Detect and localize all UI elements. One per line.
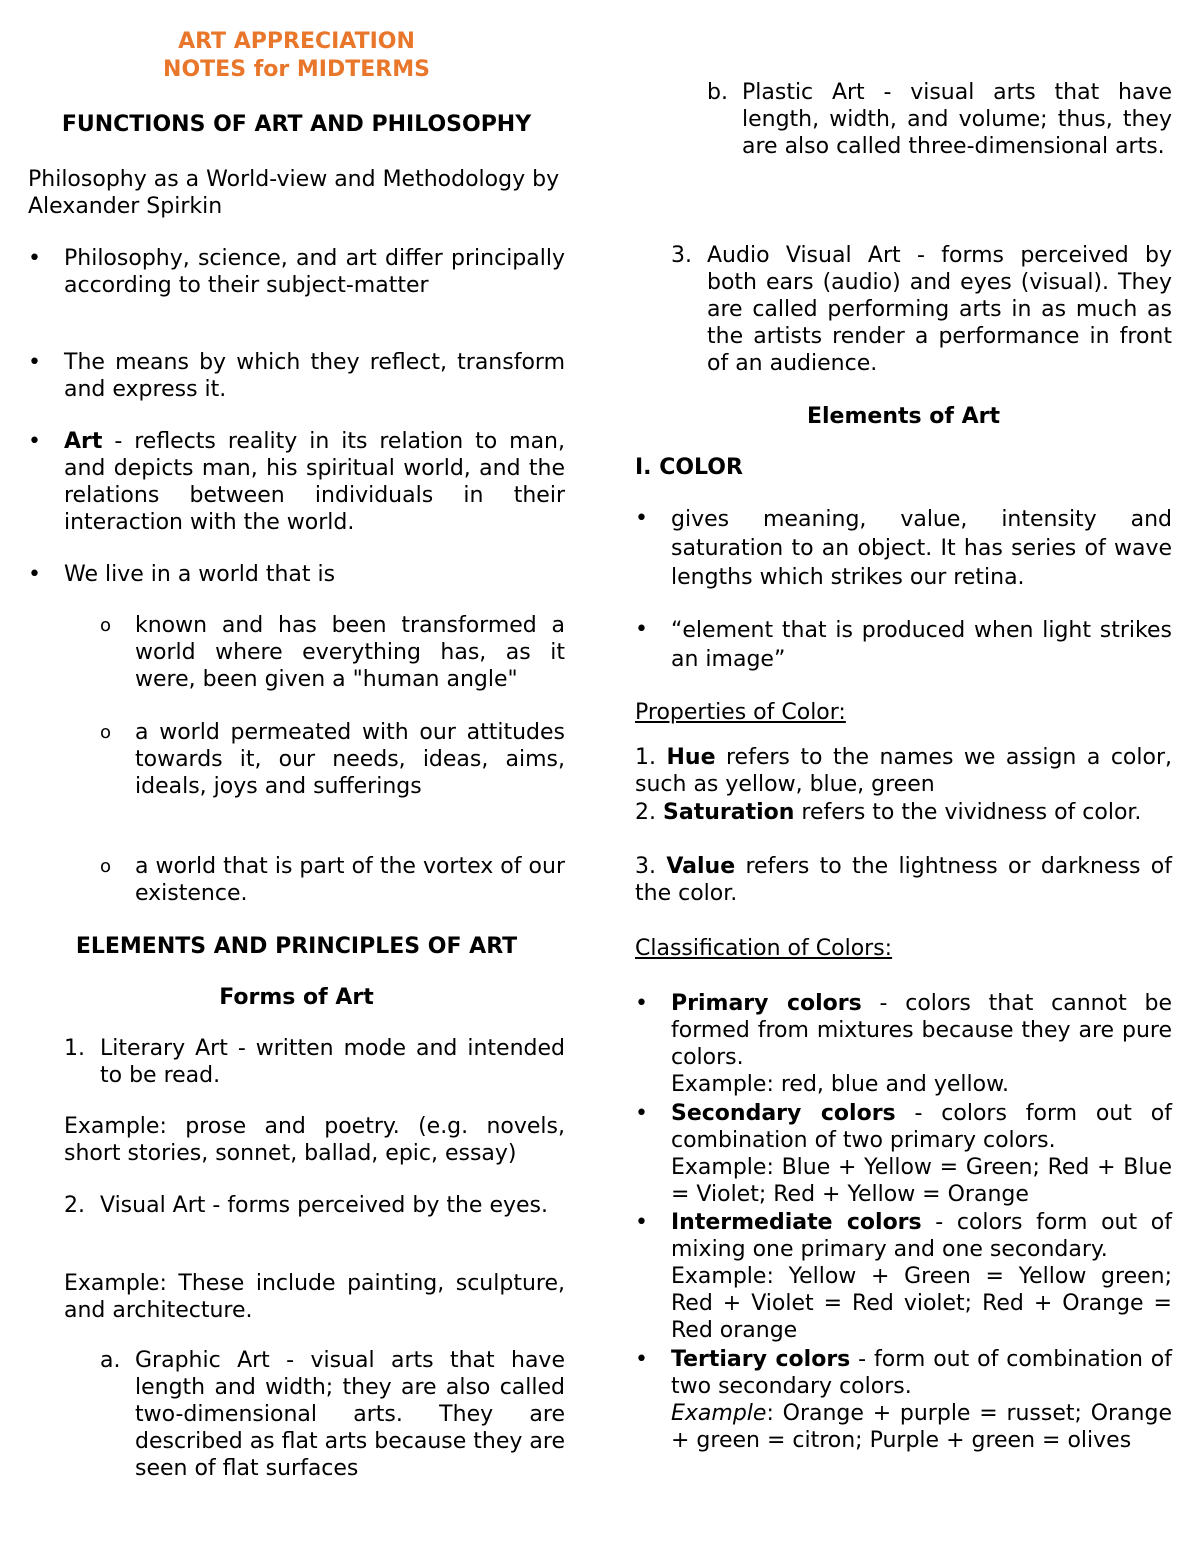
property-value: 3. Value refers to the lightness or darkness of the color.	[635, 854, 1172, 906]
classification-heading: Classification of Colors:	[635, 936, 893, 961]
bullet-text: Primary colors - colors that cannot be formed from mixtures because they are pure colors. Example: red, blue and yellow.	[671, 991, 1173, 1097]
heading-forms-of-art: Forms of Art	[219, 985, 374, 1010]
sub-bullet-text: a world permeated with our attitudes towards it, our needs, ideas, aims, ideals, joys and sufferings	[135, 720, 565, 799]
item-number: 2.	[64, 1193, 85, 1218]
heading-functions: FUNCTIONS OF ART AND PHILOSOPHY	[61, 112, 532, 137]
example-text: Example: prose and poetry. (e.g. novels, short stories, sonnet, ballad, epic, essay)	[64, 1114, 565, 1166]
bullet-icon: •	[28, 246, 41, 271]
bullet-text: “element that is produced when light strikes an image”	[671, 618, 1172, 672]
sub-bullet-text: known and has been transformed a world where everything has, as it were, been given a "human angle"	[135, 613, 565, 692]
item-text: Plastic Art - visual arts that have length, width, and volume; thus, they are also called three-dimensional arts.	[742, 80, 1172, 159]
bullet-text: Philosophy, science, and art differ principally according to their subject-matter	[64, 246, 565, 298]
item-number: 1.	[64, 1036, 85, 1061]
example-text: Example: These include painting, sculpture, and architecture.	[64, 1271, 565, 1323]
circle-bullet-icon: o	[100, 722, 112, 743]
heading-elements-principles: ELEMENTS AND PRINCIPLES OF ART	[75, 934, 518, 959]
circle-bullet-icon: o	[100, 856, 112, 877]
bullet-text: gives meaning, value, intensity and saturation to an object. It has series of wave lengths which strikes our retina.	[671, 507, 1172, 590]
intro-text: Philosophy as a World-view and Methodology by Alexander Spirkin	[28, 167, 560, 219]
bullet-icon: •	[635, 617, 648, 642]
heading-color: I. COLOR	[635, 455, 743, 480]
bullet-text: The means by which they reflect, transform and express it.	[64, 350, 565, 402]
bullet-text: Tertiary colors - form out of combination of two secondary colors. Example: Orange + purple = russet; Orange + green = citron; Purple + green = olives	[671, 1347, 1172, 1453]
sub-bullet-text: a world that is part of the vortex of our existence.	[135, 854, 565, 906]
item-number: 3.	[671, 243, 692, 268]
bullet-text: Intermediate colors - colors form out of mixing one primary and one secondary. Example: Yellow + Green = Yellow green; Red + Violet = Red violet; Red + Orange = Red orange	[671, 1210, 1172, 1343]
properties-heading: Properties of Color:	[635, 700, 846, 725]
bullet-icon: •	[635, 1101, 648, 1126]
bullet-icon: •	[635, 991, 648, 1016]
item-text: Visual Art - forms perceived by the eyes.	[100, 1193, 549, 1218]
item-text: Graphic Art - visual arts that have length and width; they are also called two-dimensional arts. They are described as flat arts because they are seen of flat surfaces	[135, 1348, 565, 1481]
circle-bullet-icon: o	[100, 615, 112, 636]
item-text: Audio Visual Art - forms perceived by both ears (audio) and eyes (visual). They are called performing arts in as much as the artists render a performance in front of an audience.	[707, 243, 1172, 376]
bullet-icon: •	[28, 350, 41, 375]
property-saturation: 2. Saturation refers to the vividness of color.	[635, 800, 1142, 825]
item-letter: a.	[100, 1348, 121, 1373]
bullet-text: Secondary colors - colors form out of combination of two primary colors. Example: Blue + Yellow = Green; Red + Blue = Violet; Red + Yellow = Orange	[671, 1101, 1172, 1207]
bullet-icon: •	[635, 506, 648, 531]
term-art: Art	[64, 429, 103, 454]
item-text: Literary Art - written mode and intended to be read.	[100, 1036, 565, 1088]
bullet-text: We live in a world that is	[64, 562, 336, 587]
bullet-icon: •	[28, 562, 41, 587]
heading-elements-of-art: Elements of Art	[806, 404, 1000, 429]
property-hue: 1. Hue refers to the names we assign a color, such as yellow, blue, green	[635, 745, 1172, 797]
bullet-icon: •	[28, 429, 41, 454]
item-letter: b.	[707, 80, 728, 105]
bullet-icon: •	[635, 1347, 648, 1372]
bullet-icon: •	[635, 1210, 648, 1235]
document-title: ART APPRECIATION	[178, 29, 415, 54]
bullet-text: Art - reflects reality in its relation to man, and depicts man, his spiritual world, and the relations between individuals in their interaction with the world.	[64, 429, 565, 535]
document-subtitle: NOTES for MIDTERMS	[163, 57, 430, 82]
